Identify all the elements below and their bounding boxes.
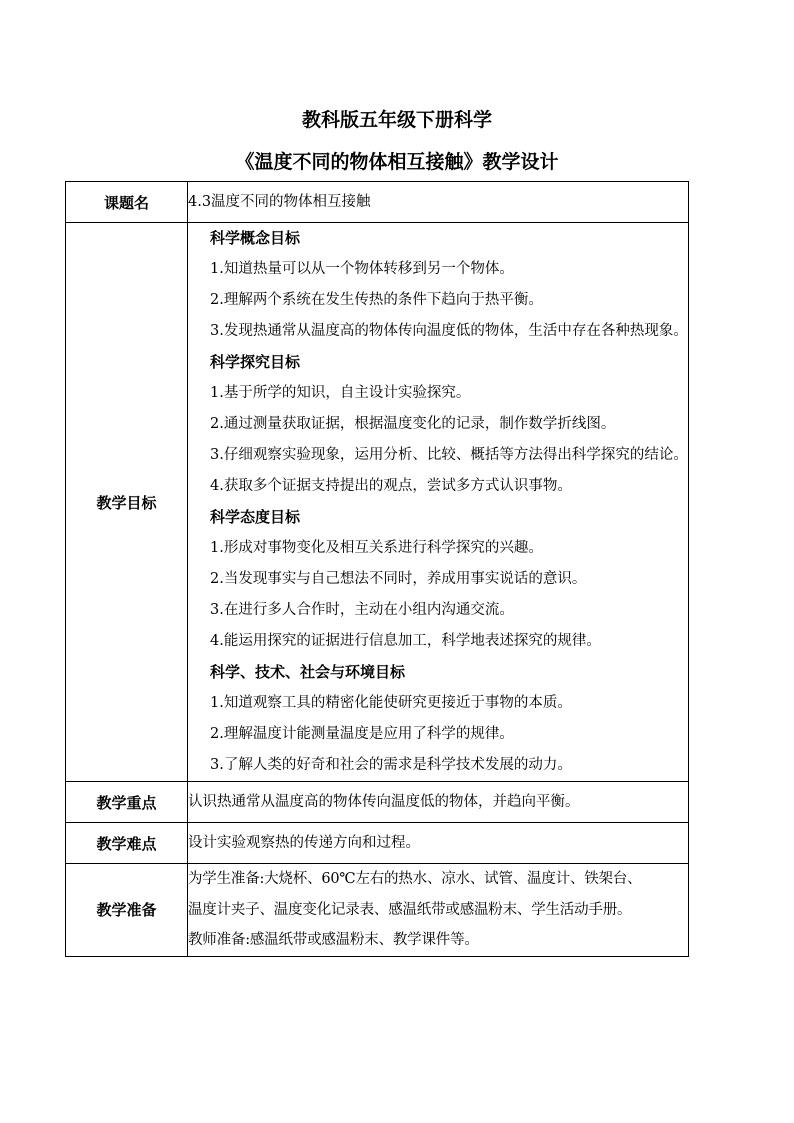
difficulty-value: 设计实验观察热的传递方向和过程。 bbox=[188, 823, 689, 864]
list-item: 4.获取多个证据支持提出的观点，尝试多方式认识事物。 bbox=[210, 478, 572, 494]
focus-label: 教学重点 bbox=[66, 782, 188, 823]
list-item: 3.在进行多人合作时，主动在小组内沟通交流。 bbox=[210, 602, 514, 618]
table-row-preparation bbox=[66, 864, 689, 957]
list-item: 3.了解人类的好奇和社会的需求是科学技术发展的动力。 bbox=[210, 757, 572, 773]
list-item: 2.理解两个系统在发生传热的条件下趋向于热平衡。 bbox=[210, 292, 543, 308]
lesson-plan-table bbox=[65, 181, 689, 957]
preparation-line: 温度计夹子、温度变化记录表、感温纸带或感温粉末、学生活动手册。 bbox=[188, 901, 632, 918]
preparation-label: 教学准备 bbox=[66, 864, 188, 957]
table-row-objectives bbox=[66, 223, 689, 782]
document-title: 教科版五年级下册科学 bbox=[301, 109, 492, 131]
list-item: 2.当发现事实与自己想法不同时，养成用事实说话的意识。 bbox=[210, 571, 587, 587]
difficulty-label: 教学难点 bbox=[66, 823, 188, 864]
list-item: 2.理解温度计能测量温度是应用了科学的规律。 bbox=[210, 726, 514, 742]
section-heading: 科学概念目标 bbox=[210, 229, 301, 247]
preparation-content bbox=[188, 864, 689, 957]
list-item: 2.通过测量获取证据，根据温度变化的记录，制作数学折线图。 bbox=[210, 416, 616, 432]
list-item: 4.能运用探究的证据进行信息加工，科学地表述探究的规律。 bbox=[210, 633, 601, 649]
topic-label: 课题名 bbox=[66, 182, 188, 223]
section-heading: 科学、技术、社会与环境目标 bbox=[210, 663, 406, 681]
preparation-line: 教师准备:感温纸带或感温粉末、教学课件等。 bbox=[188, 932, 479, 948]
preparation-line: 为学生准备:大烧杯、60℃左右的热水、凉水、试管、温度计、铁架台、 bbox=[188, 871, 642, 887]
topic-value: 4.3温度不同的物体相互接触 bbox=[188, 182, 689, 223]
list-item: 1.基于所学的知识，自主设计实验探究。 bbox=[210, 385, 471, 401]
objectives-label: 教学目标 bbox=[66, 223, 188, 782]
list-item: 3.发现热通常从温度高的物体传向温度低的物体，生活中存在各种热现象。 bbox=[210, 323, 688, 339]
document-subtitle: 《温度不同的物体相互接触》教学设计 bbox=[235, 151, 559, 173]
section-heading: 科学态度目标 bbox=[210, 508, 301, 526]
section-heading: 科学探究目标 bbox=[210, 353, 301, 371]
objectives-content bbox=[188, 223, 689, 782]
list-item: 3.仔细观察实验现象，运用分析、比较、概括等方法得出科学探究的结论。 bbox=[210, 447, 688, 463]
table-row-topic bbox=[66, 182, 689, 223]
table-row-difficulty bbox=[66, 823, 689, 864]
focus-value: 认识热通常从温度高的物体传向温度低的物体，并趋向平衡。 bbox=[188, 782, 689, 823]
table-row-focus bbox=[66, 782, 689, 823]
list-item: 1.知道热量可以从一个物体转移到另一个物体。 bbox=[210, 261, 514, 277]
list-item: 1.知道观察工具的精密化能使研究更接近于事物的本质。 bbox=[210, 695, 572, 711]
list-item: 1.形成对事物变化及相互关系进行科学探究的兴趣。 bbox=[210, 540, 543, 556]
